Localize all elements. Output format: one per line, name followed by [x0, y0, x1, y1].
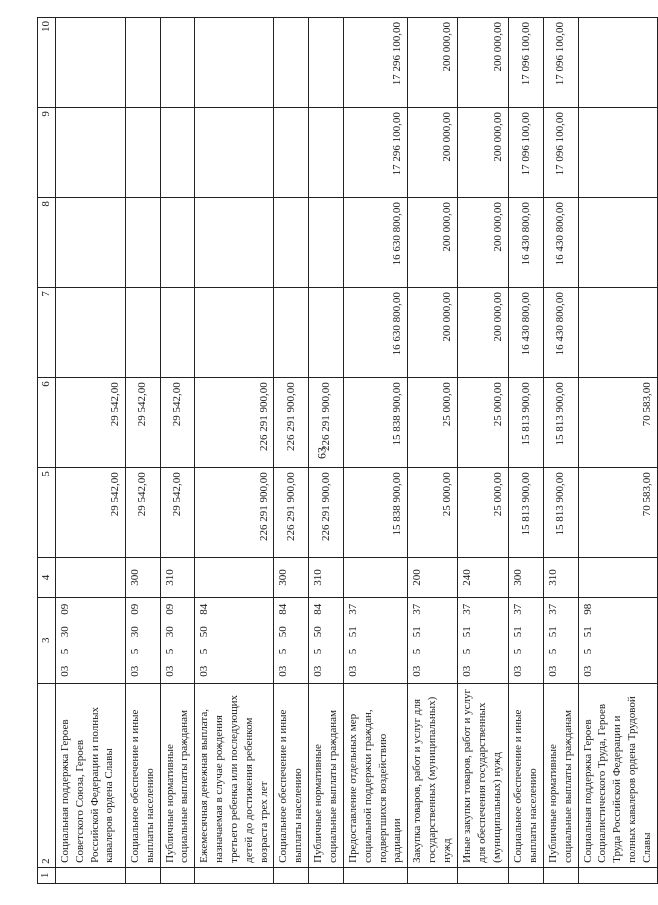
code-part: 5 [312, 648, 325, 655]
cell-amount-8 [578, 198, 657, 288]
table-header [38, 18, 56, 884]
code-part: 50 [277, 626, 290, 638]
cell-amount-10 [55, 18, 125, 108]
cell-code [578, 597, 657, 683]
code-part: 30 [128, 626, 141, 638]
code-part: 50 [198, 626, 211, 638]
code-part: 09 [58, 603, 71, 615]
cell-amount-5: 226 291 900,00 [274, 468, 309, 558]
cell-code [543, 597, 578, 683]
cell-code [509, 597, 544, 683]
code-part: 03 [461, 665, 474, 677]
cell-amount-10 [160, 18, 195, 108]
code-part: 03 [58, 665, 71, 677]
table-row [458, 18, 509, 884]
cell-name: Социальное обеспечение и иные выплаты населению [125, 683, 160, 867]
cell-amount-9 [195, 108, 274, 198]
code-part: 5 [163, 648, 176, 655]
code-part: 51 [411, 626, 424, 638]
code-part: 84 [198, 603, 211, 615]
cell-amount-10 [309, 18, 344, 108]
cell-amount-8 [195, 198, 274, 288]
cell-expense-type: 200 [408, 558, 458, 597]
column-header-2: 2 [38, 683, 56, 867]
table-row [578, 18, 657, 884]
cell-name: Закупка товаров, работ и услуг для государственных (муниципальных) нужд [408, 683, 458, 867]
column-header-8: 8 [38, 198, 56, 288]
cell-amount-8: 16 430 800,00 [509, 198, 544, 288]
cell-amount-10: 200 000,00 [458, 18, 509, 108]
code-parts [511, 602, 526, 679]
column-header-5: 5 [38, 468, 56, 558]
code-parts [276, 602, 291, 679]
cell-expense-type: 300 [509, 558, 544, 597]
cell-amount-6: 25 000,00 [458, 378, 509, 468]
cell-amount-9: 17 096 100,00 [509, 108, 544, 198]
cell-amount-6: 15 838 900,00 [343, 378, 407, 468]
table-row [309, 18, 344, 884]
cell-amount-9 [274, 108, 309, 198]
table-row [125, 18, 160, 884]
cell-amount-5: 29 542,00 [55, 468, 125, 558]
code-part: 50 [312, 626, 325, 638]
code-part: 30 [58, 626, 71, 638]
code-part: 37 [546, 603, 559, 615]
cell-code [160, 597, 195, 683]
code-parts [311, 602, 326, 679]
cell-col-1 [578, 867, 657, 883]
table-row [274, 18, 309, 884]
code-part: 5 [512, 648, 525, 655]
cell-amount-7 [578, 288, 657, 378]
cell-amount-6: 25 000,00 [408, 378, 458, 468]
cell-amount-6: 15 813 900,00 [543, 378, 578, 468]
code-part: 37 [346, 603, 359, 615]
cell-code [408, 597, 458, 683]
code-part: 03 [512, 665, 525, 677]
cell-col-1 [195, 867, 274, 883]
cell-col-1 [343, 867, 407, 883]
cell-amount-5: 25 000,00 [408, 468, 458, 558]
cell-name: Публичные нормативные социальные выплаты гражданам [309, 683, 344, 867]
budget-table-rotated [37, 17, 653, 884]
cell-code [125, 597, 160, 683]
cell-amount-8: 16 630 800,00 [343, 198, 407, 288]
cell-expense-type [55, 558, 125, 597]
cell-code [195, 597, 274, 683]
cell-amount-6: 226 291 900,00 [309, 378, 344, 468]
code-part: 5 [128, 648, 141, 655]
table-row [160, 18, 195, 884]
code-part: 03 [277, 665, 290, 677]
cell-expense-type: 310 [543, 558, 578, 597]
code-parts [58, 602, 73, 679]
cell-col-1 [309, 867, 344, 883]
cell-col-1 [55, 867, 125, 883]
cell-code [458, 597, 509, 683]
cell-name: Социальное обеспечение и иные выплаты населению [509, 683, 544, 867]
code-part: 5 [461, 648, 474, 655]
cell-expense-type: 310 [309, 558, 344, 597]
budget-table [37, 17, 658, 884]
cell-amount-7 [125, 288, 160, 378]
table-row [195, 18, 274, 884]
cell-amount-7: 16 430 800,00 [543, 288, 578, 378]
cell-amount-7: 200 000,00 [408, 288, 458, 378]
code-parts [128, 602, 143, 679]
code-parts [346, 602, 361, 679]
code-part: 03 [128, 665, 141, 677]
cell-amount-9: 17 096 100,00 [543, 108, 578, 198]
code-part: 51 [546, 626, 559, 638]
cell-amount-9: 200 000,00 [458, 108, 509, 198]
cell-col-1 [458, 867, 509, 883]
cell-amount-6: 29 542,00 [160, 378, 195, 468]
cell-amount-9: 200 000,00 [408, 108, 458, 198]
table-row [55, 18, 125, 884]
cell-amount-10 [578, 18, 657, 108]
table-row [543, 18, 578, 884]
cell-amount-9 [125, 108, 160, 198]
column-header-6: 6 [38, 378, 56, 468]
column-header-3: 3 [38, 597, 56, 683]
cell-expense-type: 300 [125, 558, 160, 597]
cell-name: Предоставление отдельных мер социальной поддержки граждан, подвергшихся воздействию радиации [343, 683, 407, 867]
code-part: 5 [346, 648, 359, 655]
code-part: 03 [163, 665, 176, 677]
cell-col-1 [509, 867, 544, 883]
code-part: 09 [128, 603, 141, 615]
cell-amount-9 [160, 108, 195, 198]
code-part: 5 [411, 648, 424, 655]
cell-amount-9 [309, 108, 344, 198]
table-row [408, 18, 458, 884]
cell-name: Социальное обеспечение и иные выплаты населению [274, 683, 309, 867]
cell-amount-9: 17 296 100,00 [343, 108, 407, 198]
code-parts [581, 602, 596, 679]
cell-code [274, 597, 309, 683]
code-part: 30 [163, 626, 176, 638]
table-body [55, 18, 657, 884]
code-part: 5 [546, 648, 559, 655]
cell-amount-6: 226 291 900,00 [274, 378, 309, 468]
code-part: 51 [512, 626, 525, 638]
cell-amount-9 [578, 108, 657, 198]
code-part: 5 [581, 648, 594, 655]
cell-amount-8: 16 430 800,00 [543, 198, 578, 288]
cell-code [343, 597, 407, 683]
cell-amount-8 [55, 198, 125, 288]
cell-amount-10 [125, 18, 160, 108]
cell-amount-9 [55, 108, 125, 198]
column-header-1: 1 [38, 867, 56, 883]
cell-amount-5: 15 838 900,00 [343, 468, 407, 558]
code-part: 51 [461, 626, 474, 638]
cell-col-1 [543, 867, 578, 883]
cell-amount-10 [195, 18, 274, 108]
code-part: 03 [312, 665, 325, 677]
cell-code [55, 597, 125, 683]
column-header-9: 9 [38, 108, 56, 198]
cell-amount-5: 25 000,00 [458, 468, 509, 558]
cell-amount-6: 29 542,00 [55, 378, 125, 468]
table-row [343, 18, 407, 884]
cell-amount-6: 70 583,00 [578, 378, 657, 468]
cell-amount-5: 226 291 900,00 [309, 468, 344, 558]
code-part: 5 [58, 648, 71, 655]
code-part: 5 [277, 648, 290, 655]
cell-amount-5: 226 291 900,00 [195, 468, 274, 558]
cell-amount-10: 200 000,00 [408, 18, 458, 108]
code-part: 51 [581, 626, 594, 638]
cell-amount-10: 17 096 100,00 [543, 18, 578, 108]
cell-amount-7 [160, 288, 195, 378]
page-number: 63 [314, 447, 329, 459]
cell-amount-5: 29 542,00 [125, 468, 160, 558]
column-header-10: 10 [38, 18, 56, 108]
code-part: 03 [581, 665, 594, 677]
cell-amount-7 [195, 288, 274, 378]
header-row [38, 18, 56, 884]
cell-amount-8: 200 000,00 [408, 198, 458, 288]
column-header-4: 4 [38, 558, 56, 597]
cell-amount-7: 16 430 800,00 [509, 288, 544, 378]
cell-amount-8 [274, 198, 309, 288]
cell-expense-type: 300 [274, 558, 309, 597]
cell-amount-6: 15 813 900,00 [509, 378, 544, 468]
code-part: 51 [346, 626, 359, 638]
cell-amount-5: 15 813 900,00 [543, 468, 578, 558]
code-part: 03 [346, 665, 359, 677]
cell-amount-7 [55, 288, 125, 378]
cell-amount-8 [125, 198, 160, 288]
cell-amount-8 [160, 198, 195, 288]
code-part: 5 [198, 648, 211, 655]
cell-amount-7: 200 000,00 [458, 288, 509, 378]
cell-amount-8 [309, 198, 344, 288]
cell-amount-5: 29 542,00 [160, 468, 195, 558]
code-part: 37 [411, 603, 424, 615]
code-part: 03 [411, 665, 424, 677]
code-part: 03 [198, 665, 211, 677]
cell-amount-7 [274, 288, 309, 378]
cell-col-1 [274, 867, 309, 883]
cell-name: Публичные нормативные социальные выплаты гражданам [543, 683, 578, 867]
cell-amount-10: 17 096 100,00 [509, 18, 544, 108]
cell-col-1 [408, 867, 458, 883]
code-parts [460, 602, 475, 679]
cell-name: Иные закупки товаров, работ и услуг для обеспечения государственных (муниципальных) нужд [458, 683, 509, 867]
code-part: 98 [581, 603, 594, 615]
table-row [509, 18, 544, 884]
cell-amount-5: 15 813 900,00 [509, 468, 544, 558]
cell-expense-type [343, 558, 407, 597]
cell-amount-6: 226 291 900,00 [195, 378, 274, 468]
column-header-7: 7 [38, 288, 56, 378]
cell-amount-8: 200 000,00 [458, 198, 509, 288]
cell-name: Публичные нормативные социальные выплаты гражданам [160, 683, 195, 867]
cell-name: Ежемесячная денежная выплата, назначаемая в случае рождения третьего ребенка или последующих детей до достижения ребенком возраста трех лет [195, 683, 274, 867]
cell-col-1 [160, 867, 195, 883]
cell-expense-type: 310 [160, 558, 195, 597]
code-parts [163, 602, 178, 679]
code-parts [197, 602, 212, 679]
cell-name: Социальная поддержка Героев Советского Союза, Героев Российской Федерации и полных кавалеров ордена Славы [55, 683, 125, 867]
cell-name: Социальная поддержка Героев Социалистического Труда, Героев Труда Российской Федерации и полных кавалеров ордена Трудовой Славы [578, 683, 657, 867]
cell-amount-6: 29 542,00 [125, 378, 160, 468]
cell-amount-7 [309, 288, 344, 378]
code-part: 03 [546, 665, 559, 677]
cell-amount-7: 16 630 800,00 [343, 288, 407, 378]
code-part: 37 [461, 603, 474, 615]
code-parts [410, 602, 425, 679]
code-part: 37 [512, 603, 525, 615]
cell-expense-type [578, 558, 657, 597]
cell-amount-5: 70 583,00 [578, 468, 657, 558]
cell-code [309, 597, 344, 683]
code-part: 84 [312, 603, 325, 615]
cell-col-1 [125, 867, 160, 883]
code-part: 09 [163, 603, 176, 615]
cell-expense-type: 240 [458, 558, 509, 597]
cell-amount-10 [274, 18, 309, 108]
code-parts [546, 602, 561, 679]
cell-amount-10: 17 296 100,00 [343, 18, 407, 108]
cell-expense-type [195, 558, 274, 597]
code-part: 84 [277, 603, 290, 615]
